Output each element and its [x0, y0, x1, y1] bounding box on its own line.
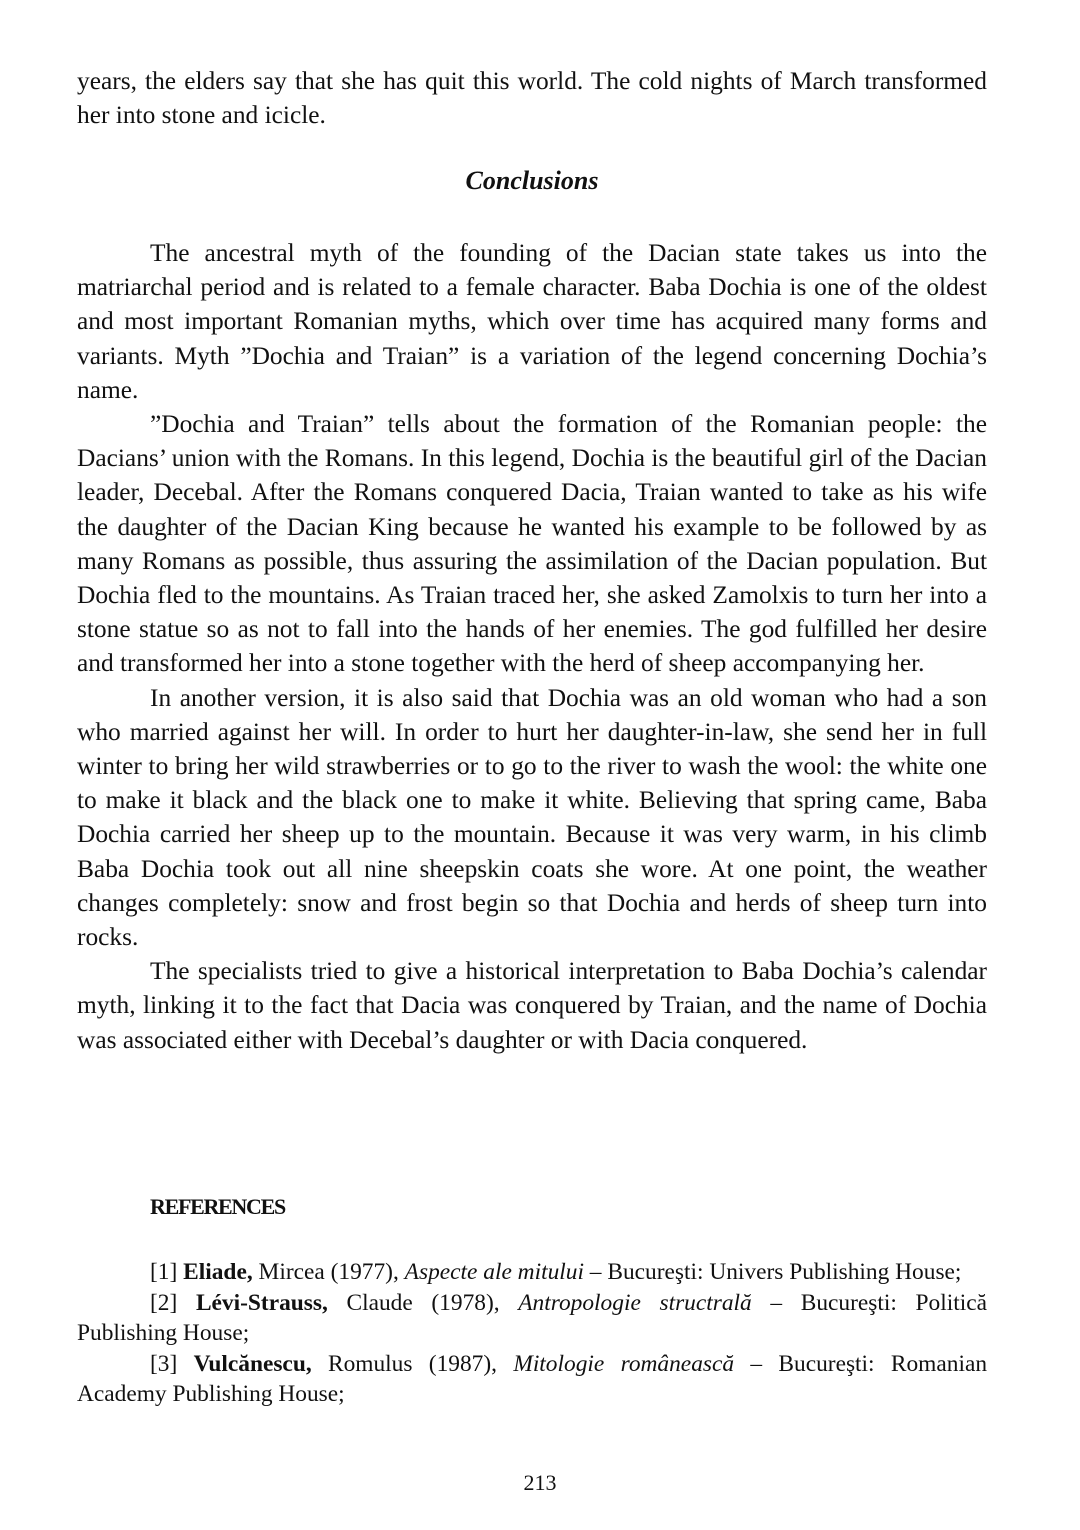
paragraph: ”Dochia and Traian” tells about the formation of the Romanian people: the Dacians’ union with the Romans. In this legend, Dochia is the beautiful girl of the Dacian leader, Decebal. After the Romans conquered Dacia, Traian wanted to take as his wife the daughter of the Dacian King because he wanted his example to be followed by as many Romans as possible, thus assuring the assimilation of the Dacian population. But Dochia fled to the mountains. As Traian traced her, she asked Zamolxis to turn her into a stone statue so as not to fall into the hands of her enemies. The god fulfilled her desire and transformed her into a stone together with the herd of sheep accompanying her. — [77, 410, 987, 678]
paragraph: The specialists tried to give a historical interpretation to Baba Dochia’s calendar myth, linking it to the fact that Dacia was conquered by Traian, and the name of Dochia was associated either with Decebal’s daughter or with Dacia conquered. — [77, 957, 987, 1054]
references-list — [77, 1257, 987, 1410]
page-content — [77, 64, 988, 1408]
reference-author: Vulcănescu, — [193, 1350, 312, 1377]
page-number: 213 — [523, 1470, 557, 1495]
reference-details: Romulus (1987), — [311, 1350, 514, 1377]
reference-title: Antropologie structrală — [518, 1289, 752, 1316]
reference-number: [1] — [150, 1259, 178, 1285]
reference-author: Lévi-Strauss, — [195, 1289, 328, 1316]
reference-author: Eliade, — [183, 1259, 253, 1285]
reference-number: [2] — [150, 1289, 178, 1316]
reference-details: Mircea (1977), — [252, 1259, 405, 1285]
reference-item — [77, 1349, 987, 1410]
reference-publisher: – Bucureşti: Romanian Academy Publishing House; — [77, 1350, 988, 1408]
reference-number: [3] — [150, 1350, 178, 1377]
reference-item — [77, 1257, 987, 1288]
continuation-paragraph: years, the elders say that she has quit this world. The cold nights of March transformed her into stone and icicle. — [77, 67, 987, 130]
paragraph: In another version, it is also said that Dochia was an old woman who had a son who married against her will. In order to hurt her daughter-in-law, she send her in full winter to bring her wild strawberries or to go to the river to wash the wool: the white one to make it black and the black one to make it white. Believing that spring came, Baba Dochia carried her sheep up to the mountain. Because it was very warm, in his climb Baba Dochia took out all nine sheepskin coats she wore. At one point, the weather changes completely: snow and frost begin so that Dochia and herds of sheep turn into rocks. — [77, 683, 987, 952]
reference-publisher: – Bucureşti: Univers Publishing House; — [583, 1259, 962, 1285]
reference-publisher: – Bucureşti: Politică Publishing House; — [77, 1289, 987, 1347]
reference-item — [77, 1288, 987, 1349]
reference-details: Claude (1978), — [327, 1289, 519, 1316]
section-heading: Conclusions — [465, 166, 599, 195]
reference-title: Mitologie românească — [513, 1350, 735, 1377]
references-title: REFERENCES — [150, 1194, 285, 1219]
reference-title: Aspecte ale mitului — [404, 1259, 584, 1285]
paragraph: The ancestral myth of the founding of the Dacian state takes us into the matriarchal period and is related to a female character. Baba Dochia is one of the oldest and most important Romanian myths, which over time has acquired many forms and variants. Myth ”Dochia and Traian” is a variation of the legend concerning Dochia’s name. — [77, 239, 987, 404]
conclusions-body — [77, 236, 987, 1057]
